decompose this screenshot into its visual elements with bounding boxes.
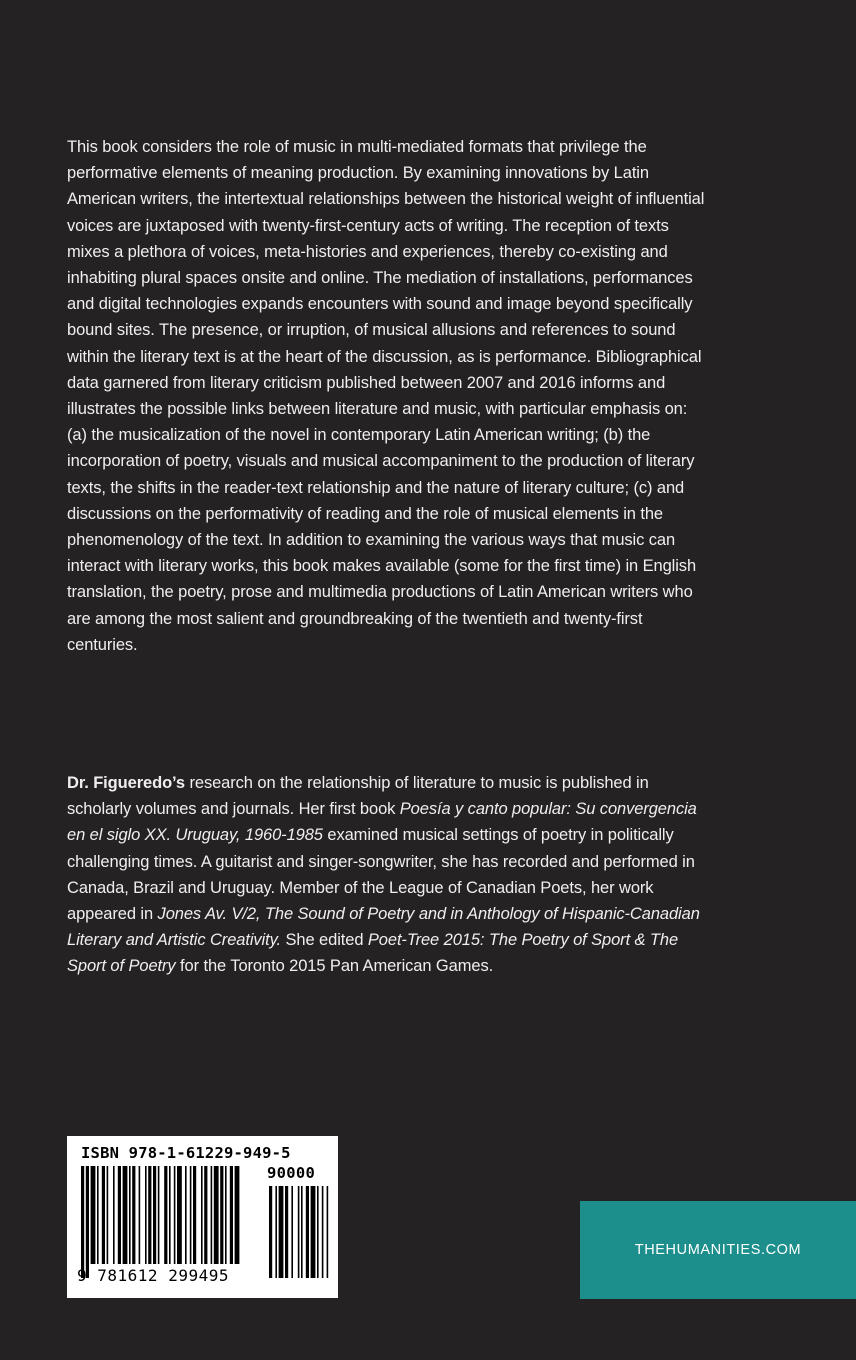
bio-text-2: examined musical settings of poetry in politically challenging times. A guitarist and singer-songwriter, she has recorded and performed in Canada, Brazil and Uruguay. Member of the League of Canadian Poets, her work appeared in	[67, 826, 695, 924]
price-code: 90000	[267, 1164, 316, 1182]
book-description: This book considers the role of music in multi-mediated formats that privilege the performative elements of meaning production. By examining innovations by Latin American writers, the intertextual relationships between the historical weight of influential voices are juxtaposed with twenty-first-century acts of writing. The reception of texts mixes a plethora of voices, meta-histories and experiences, thereby co-existing and inhabiting plural spaces onsite and online. The mediation of installations, performances and digital technologies expands encounters with sound and image beyond specifically bound sites. The presence, or irruption, of musical allusions and references to sound within the literary text is at the heart of the discussion, as is performance. Bibliographical data garnered from literary criticism published between 2007 and 2016 informs and illustrates the possible links between literature and music, with particular emphasis on: (a) the musicalization of the novel in contemporary Latin American writing; (b) the incorporation of poetry, visuals and musical accompaniment to the production of literary texts, the shifts in the reader-text relationship and the nature of literary culture; (c) and discussions on the performativity of reading and the role of musical elements in the phenomenology of the text. In addition to examining the various ways that music can interact with literary works, this book makes available (some for the first time) in English translation, the poetry, prose and multimedia productions of Latin American writers who are among the most salient and groundbreaking of the twentieth and twenty-first centuries.	[67, 138, 705, 654]
bio-text-3: She edited	[281, 931, 368, 950]
author-name: Dr. Figueredo’s	[67, 774, 185, 792]
anthology-titles: Jones Av. V/2, The Sound of Poetry and in Anthology of Hispanic-Canadian Literary and Artistic Creativity.	[67, 905, 700, 950]
website-label: THEHUMANITIES.COM	[634, 1242, 802, 1258]
isbn-label: ISBN 978-1-61229-949-5	[81, 1144, 291, 1162]
isbn-barcode	[67, 1136, 338, 1298]
barcode-digits: 9 781612 299495	[77, 1266, 229, 1285]
bio-text-1: research on the relationship of literature to music is published in scholarly volumes and journals. Her first book	[67, 774, 649, 819]
website-banner	[580, 1201, 856, 1299]
edited-book-title: Poet-Tree 2015: The Poetry of Sport & The Sport of Poetry	[67, 931, 679, 976]
bio-text-4: for the Toronto 2015 Pan American Games.	[175, 957, 494, 976]
author-bio	[67, 770, 707, 980]
first-book-title: Poesía y canto popular: Su convergencia en el siglo XX. Uruguay, 1960-1985	[67, 800, 697, 845]
